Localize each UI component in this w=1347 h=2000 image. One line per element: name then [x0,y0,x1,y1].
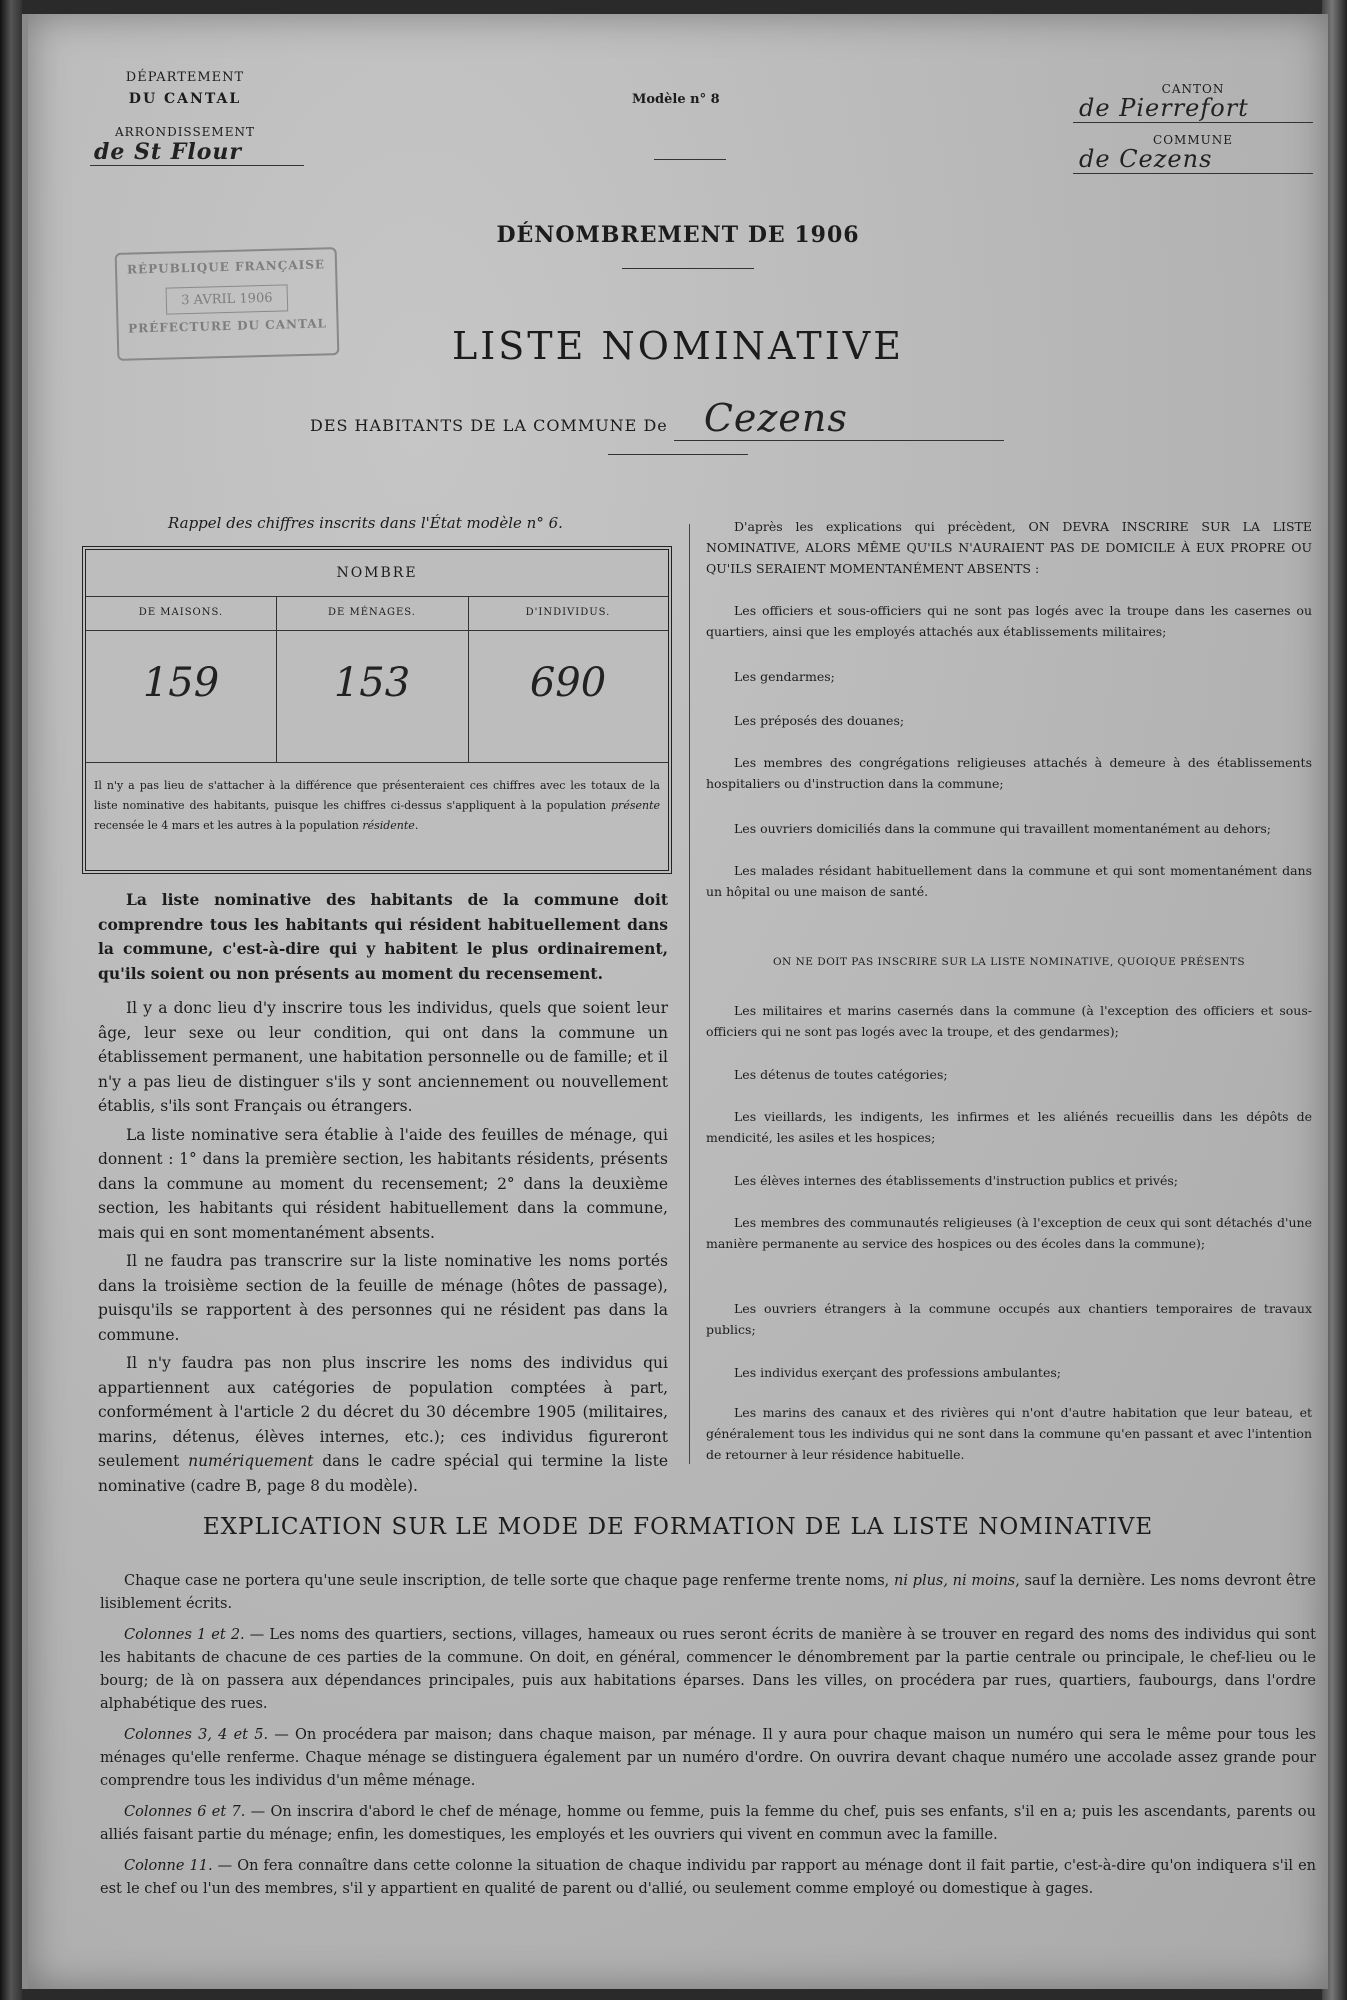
explication-title: EXPLICATION SUR LE MODE DE FORMATION DE LA LISTE NOMINATIVE [202,1514,1154,1540]
arr-value: de St Flour [90,139,304,166]
count-table [82,546,672,874]
note-part-b: recensée le 4 mars et les autres à la population [94,819,359,832]
note-part-a: Il n'y a pas lieu de s'attacher à la différence que présenteraient ces chiffres avec les totaux de la liste nominative des habitants, puisque les chiffres ci-dessus s'appliquent à la population [94,779,660,812]
left-para-1: La liste nominative des habitants de la commune doit comprendre tous les habitants qui résident habituellement dans la commune, c'est-à-dire qui y habitent le plus ordinairement, qu'ils soient ou non présents au moment du recensement. [98,890,668,983]
exclude-item: Les individus exerçant des professions ambulantes; [734,1365,1061,1380]
header-left [90,70,280,166]
left-para-5b: dans le cadre spécial qui termine la liste nominative (cadre B, page 8 du modèle). [98,1452,669,1495]
commune-line [310,396,1004,441]
exclude-item: Les militaires et marins casernés dans la commune (à l'exception des officiers et sous-officiers qui ne sont pas logés avec la troupe, et des gendarmes); [706,1003,1312,1039]
col-individus [468,596,668,762]
expl-para-0a: Chaque case ne portera qu'une seule inscription, de telle sorte que chaque page renferme trente noms, [124,1573,890,1589]
list-title: LISTE NOMINATIVE [452,324,904,368]
book-spine [0,0,22,2000]
stamp-line-2: PRÉFECTURE DU CANTAL [127,316,328,336]
header-right [1073,82,1313,174]
expl-para-2-label: Colonnes 3, 4 et 5. [124,1727,269,1743]
exclude-item: Les élèves internes des établissements d'instruction publics et privés; [734,1173,1179,1188]
col-menages [276,596,469,762]
commune-line-prefix: DES HABITANTS DE LA COMMUNE De [310,416,668,435]
expl-para-1 [100,1624,1316,1716]
commune-line-value: Cezens [674,396,1004,441]
expl-para-0-em: ni plus, ni moins [894,1573,1016,1589]
arr-label: ARRONDISSEMENT [115,125,255,139]
value-maisons: 159 [142,660,220,706]
rappel-text: Rappel des chiffres inscrits dans l'État modèle n° 6. [168,514,563,532]
expl-para-3 [100,1801,1316,1847]
note-present: présente [611,799,660,812]
table-note-divider [86,762,668,763]
exclude-item: Les ouvriers étrangers à la commune occupés aux chantiers temporaires de travaux publics; [706,1301,1312,1337]
census-form-page [22,14,1328,1989]
col-maisons-header: DE MAISONS. [86,596,276,631]
left-para-5a: Il n'y faudra pas non plus inscrire les noms des individus qui appartiennent aux catégories de population comptées à part, conformément à l'article 2 du décret du 30 décembre 1905 (militaires, marins, détenus, élèves internes, etc.); ces individus figureront seulement [98,1354,668,1470]
value-individus: 690 [529,660,607,706]
expl-para-4 [100,1855,1316,1901]
exclude-item: Les marins des canaux et des rivières qui n'ont d'autre habitation que leur bateau, et généralement tous les individus qui ne sont dans la commune qu'en passant et avec l'intention de retourner à leur résidence habituelle. [706,1405,1312,1462]
expl-para-1-label: Colonnes 1 et 2. [124,1627,245,1643]
exclude-heading: ON NE DOIT PAS INSCRIRE SUR LA LISTE NOMINATIVE, QUOIQUE PRÉSENTS [772,956,1246,968]
note-resident: résidente [362,819,415,832]
explication-body [100,1570,1316,1901]
col-menages-header: DE MÉNAGES. [276,596,468,631]
left-para-3: La liste nominative sera établie à l'aide des feuilles de ménage, qui donnent : 1° dans la première section, les habitants résidents, présents dans la commune au moment du recensement; 2° dans la deuxième section, les habitants qui résident habituellement dans la commune, mais qui en sont momentanément absents. [98,1125,668,1242]
model-divider [654,159,726,160]
col-maisons [86,596,277,762]
right-instructions [706,516,1312,1466]
left-instructions [98,888,668,1498]
left-para-2: Il y a donc lieu d'y inscrire tous les individus, quels que soient leur âge, leur sexe ou leur condition, qui ont dans la commune un établissement permanent, une habitation personnelle ou de famille; et il n'y a pas lieu de distinguer s'ils y sont anciennement ou nouvellement établis, s'ils sont Français ou étrangers. [98,999,668,1115]
stamp-date: 3 AVRIL 1906 [166,284,289,314]
dept-label: DÉPARTEMENT [125,70,245,85]
expl-para-3-label: Colonnes 6 et 7. [124,1804,246,1820]
dept-name: DU CANTAL [128,91,242,107]
include-item: Les malades résidant habituellement dans la commune et qui sont momentanément dans un hôpital ou une maison de santé. [706,863,1312,899]
exclude-item: Les vieillards, les indigents, les infirmes et les aliénés recueillis dans les dépôts de mendicité, les asiles et les hospices; [706,1109,1312,1145]
left-para-4: Il ne faudra pas transcrire sur la liste nominative les noms portés dans la troisième section de la feuille de ménage (hôtes de passage), puisqu'ils se rapportent à des personnes qui ne résident pas dans la commune. [98,1252,668,1344]
table-note [94,776,660,836]
exclude-item: Les détenus de toutes catégories; [734,1067,948,1082]
include-item: Les membres des congrégations religieuses attachés à demeure à des établissements hospitaliers ou d'instruction dans la commune; [706,755,1312,791]
expl-para-4-label: Colonne 11. [124,1858,213,1874]
exclude-item: Les membres des communautés religieuses (à l'exception de ceux qui sont détachés d'une manière permanente au service des hospices ou des écoles dans la commune); [706,1215,1312,1251]
title-divider [622,268,754,269]
canton-value: de Pierrefort [1073,94,1313,123]
expl-para-1-text: — Les noms des quartiers, sections, villages, hameaux ou rues seront écrits de manière à se trouver en regard des noms des individus qui sont les habitants de chacune de ces parties de la commune. On doit, en général, commencer le dénombrement par la partie centrale ou principale, le chef-lieu ou le bourg; de là on passera aux dépendances principales, puis aux habitations éparses. Dans les villes, on procédera par rues, quartiers, faubourgs, dans l'ordre alphabétique des rues. [100,1627,1317,1712]
note-part-c: . [414,819,419,832]
canton-label: CANTON [1161,82,1225,96]
expl-para-0 [100,1570,1316,1616]
stamp-line-1: RÉPUBLIQUE FRANÇAISE [126,257,326,277]
value-menages: 153 [333,660,411,706]
commune-value: de Cezens [1073,145,1313,174]
expl-para-4-text: — On fera connaître dans cette colonne la situation de chaque individu par rapport au ménage dont il fait partie, c'est-à-dire qu'on indiquera s'il en est le chef ou l'un des membres, s'il y appartient en qualité de parent ou d'allié, ou seulement comme employé ou domestique à gages. [100,1858,1317,1897]
right-intro: D'après les explications qui précèdent, ON DEVRA INSCRIRE SUR LA LISTE NOMINATIVE, ALORS MÊME QU'ILS N'AURAIENT PAS DE DOMICILE À EUX PROPRE OU QU'ILS SERAIENT MOMENTANÉMENT ABSENTS : [706,519,1312,576]
table-header: NOMBRE [86,550,668,597]
column-divider [689,524,690,1464]
include-item: Les ouvriers domiciliés dans la commune qui travaillent momentanément au dehors; [734,821,1272,836]
include-item: Les officiers et sous-officiers qui ne sont pas logés avec la troupe dans les casernes ou quartiers, ainsi que les employés attachés aux établissements militaires; [706,603,1312,639]
expl-para-2-text: — On procédera par maison; dans chaque maison, par ménage. Il y aura pour chaque maison un numéro qui sera le même pour tous les ménages qu'elle renferme. Chaque ménage se distinguera également par un numéro d'ordre. On ouvrira devant chaque numéro une accolade assez grande pour comprendre tous les individus d'un même ménage. [100,1727,1316,1789]
expl-para-2 [100,1724,1316,1793]
left-para-5-em: numériquement [188,1452,314,1470]
include-item: Les préposés des douanes; [734,713,905,728]
include-item: Les gendarmes; [734,669,835,684]
expl-para-0b: , sauf la dernière. Les noms devront être lisiblement écrits. [100,1573,1316,1612]
page-title: DÉNOMBREMENT DE 1906 [496,222,860,248]
col-individus-header: D'INDIVIDUS. [468,596,668,631]
commune-divider [608,454,748,455]
model-number: Modèle n° 8 [632,92,720,107]
expl-para-3-text: — On inscrira d'abord le chef de ménage, homme ou femme, puis la femme du chef, puis ses enfants, s'il en a; puis les ascendants, parents ou alliés faisant partie du ménage; enfin, les domestiques, les employés et les ouvriers qui vivent en commun avec la famille. [100,1804,1316,1843]
left-para-5 [98,1351,668,1498]
commune-label: COMMUNE [1153,133,1233,147]
